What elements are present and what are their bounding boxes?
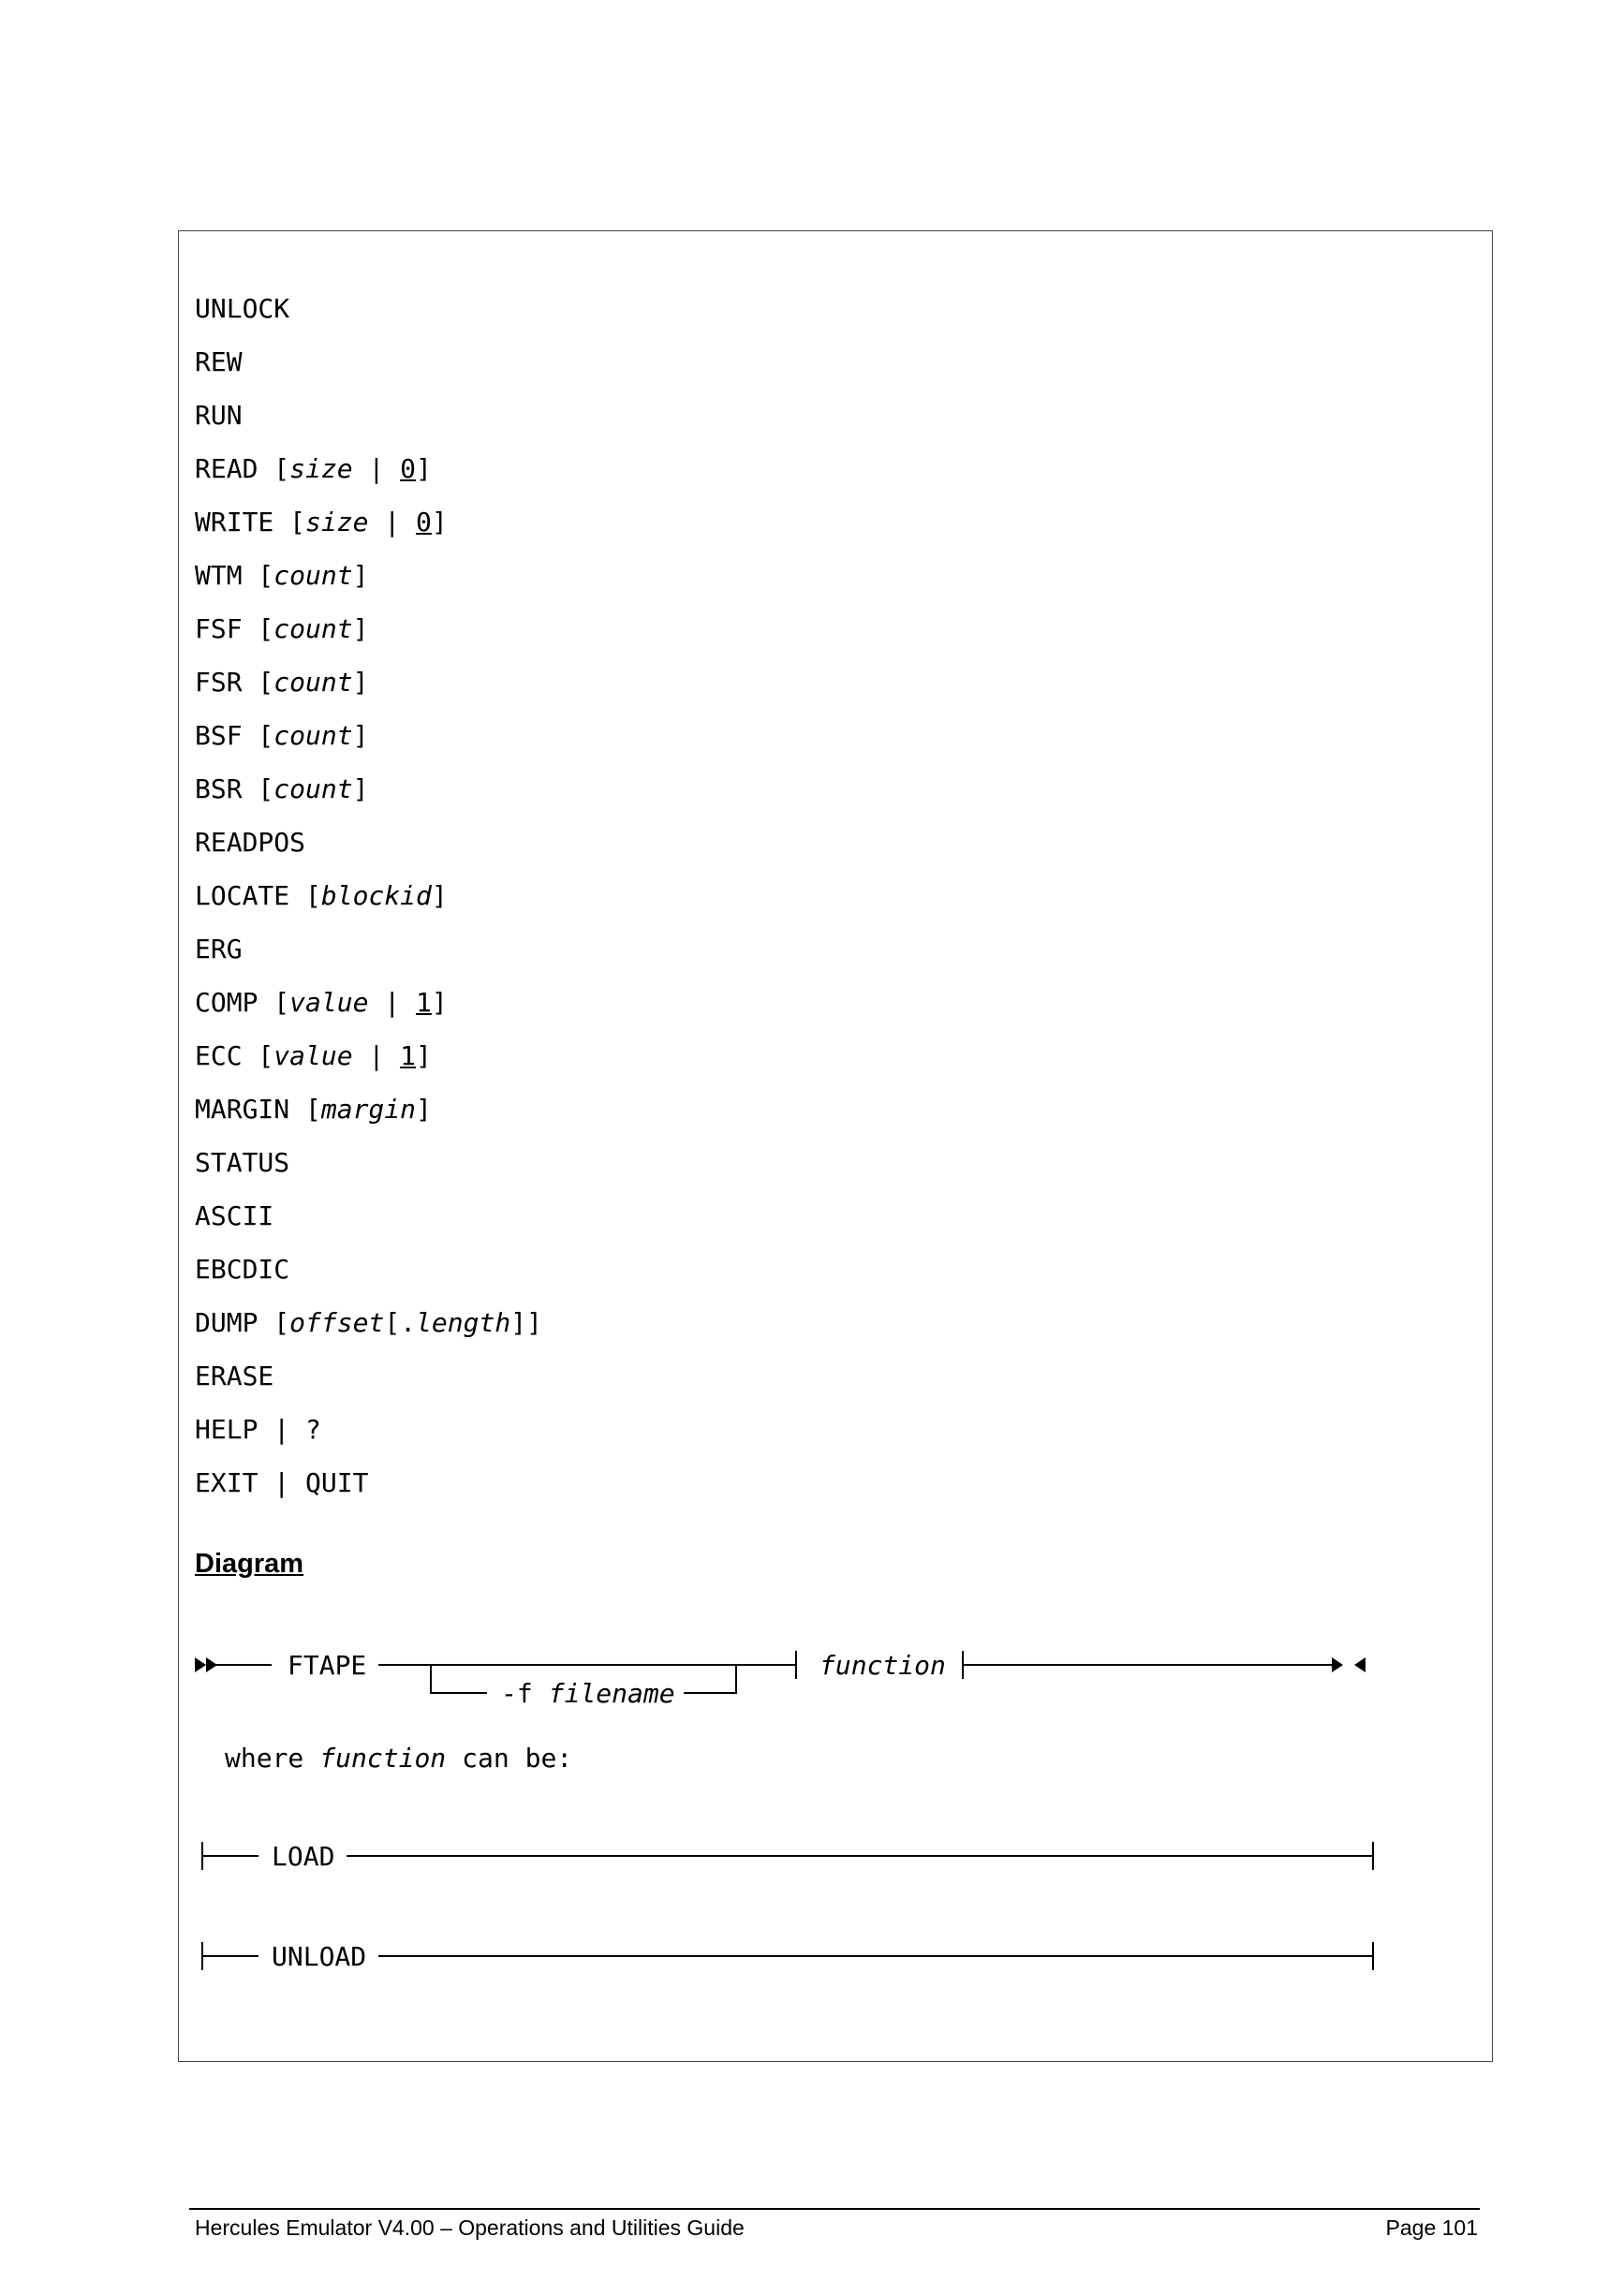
syntax-line-wtm: WTM [count] <box>195 560 369 591</box>
syntax-line-help: HELP | ? <box>195 1414 321 1445</box>
syntax-line-erg: ERG <box>195 934 243 964</box>
diagram-function: function <box>819 1650 946 1681</box>
diagram-where-post: can be: <box>462 1743 573 1774</box>
syntax-line-locate: LOCATE [blockid] <box>195 880 448 911</box>
footer-rule <box>189 2208 1480 2210</box>
syntax-line-status: STATUS <box>195 1147 290 1178</box>
syntax-line-write: WRITE [size | 0] <box>195 507 448 537</box>
syntax-line-fsr: FSR [count] <box>195 667 369 698</box>
syntax-line-comp: COMP [value | 1] <box>195 987 448 1018</box>
diagram-option-arg: filename <box>548 1678 675 1709</box>
syntax-line-rew: REW <box>195 346 243 377</box>
syntax-line-ebcdic: EBCDIC <box>195 1254 290 1285</box>
syntax-line-readpos: READPOS <box>195 827 306 858</box>
diagram-command: FTAPE <box>288 1650 367 1681</box>
syntax-line-read: READ [size | 0] <box>195 453 432 484</box>
syntax-line-erase: ERASE <box>195 1361 274 1391</box>
syntax-line-run: RUN <box>195 400 243 431</box>
footer-page-number: Page 101 <box>1385 2215 1478 2240</box>
diagram-option-flag: -f <box>501 1678 533 1709</box>
diagram-function-load: LOAD <box>272 1841 335 1872</box>
syntax-line-bsf: BSF [count] <box>195 720 369 751</box>
syntax-line-margin: MARGIN [margin] <box>195 1094 432 1125</box>
syntax-line-ascii: ASCII <box>195 1200 274 1231</box>
syntax-line-fsf: FSF [count] <box>195 613 369 644</box>
syntax-line-unlock: UNLOCK <box>195 293 290 324</box>
syntax-line-dump: DUMP [offset[.length]] <box>195 1307 542 1338</box>
syntax-line-ecc: ECC [value | 1] <box>195 1040 432 1071</box>
diagram-where-pre: where <box>225 1743 304 1774</box>
diagram-heading: Diagram <box>195 1549 304 1579</box>
footer-title: Hercules Emulator V4.00 – Operations and Utilities Guide <box>195 2215 745 2240</box>
diagram-where-word: function <box>319 1743 447 1774</box>
diagram-function-unload: UNLOAD <box>272 1941 367 1972</box>
syntax-line-exit: EXIT | QUIT <box>195 1467 369 1498</box>
syntax-line-bsr: BSR [count] <box>195 773 369 804</box>
